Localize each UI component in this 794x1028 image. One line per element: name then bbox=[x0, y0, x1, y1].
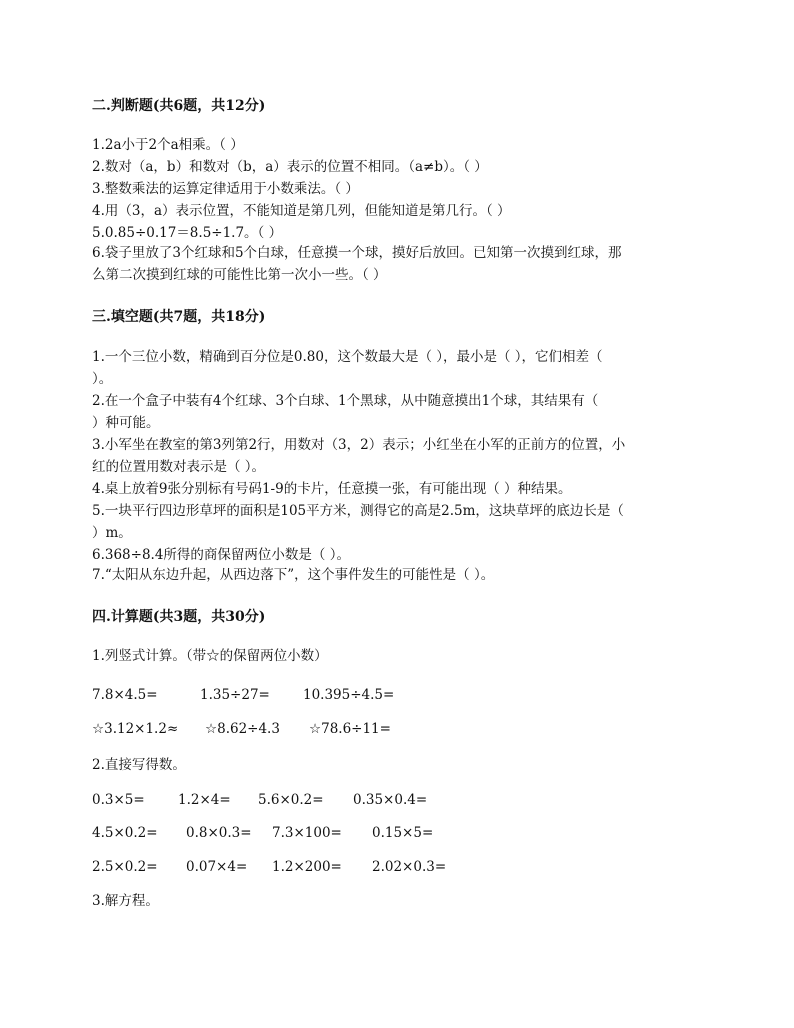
calc-expr-starred: ☆3.12×1.2≈ bbox=[92, 721, 179, 737]
fill-q7: 7.“太阳从东边升起，从西边落下”，这个事件发生的可能性是（ ）。 bbox=[92, 567, 495, 583]
judge-q6-line1: 6.袋子里放了3个红球和5个白球，任意摸一个球，摸好后放回。已知第一次摸到红球，那 bbox=[92, 245, 622, 261]
fill-q4: 4.桌上放着9张分别标有号码1-9的卡片，任意摸一张，有可能出现（ ）种结果。 bbox=[92, 481, 572, 497]
section-fill-title: 三.填空题(共7题，共18分) bbox=[92, 309, 266, 325]
calc-q2-instruction: 2.直接写得数。 bbox=[92, 757, 186, 773]
judge-q3: 3.整数乘法的运算定律适用于小数乘法。（ ） bbox=[92, 181, 359, 197]
judge-q6-line2: 么第二次摸到红球的可能性比第一次小一些。（ ） bbox=[92, 267, 387, 283]
judge-q1: 1.2a小于2个a相乘。（ ） bbox=[92, 137, 244, 153]
direct-expr: 0.8×0.3= bbox=[186, 825, 252, 841]
fill-q2-line1: 2.在一个盒子中装有4个红球、3个白球、1个黑球，从中随意摸出1个球，其结果有（ bbox=[92, 393, 599, 409]
fill-q6: 6.368÷8.4所得的商保留两位小数是（ ）。 bbox=[92, 547, 350, 563]
direct-expr: 0.07×4= bbox=[186, 859, 248, 875]
direct-expr: 2.5×0.2= bbox=[92, 859, 158, 875]
direct-expr: 0.3×5= bbox=[92, 792, 145, 808]
judge-q5: 5.0.85÷0.17＝8.5÷1.7。（ ） bbox=[92, 225, 283, 241]
calc-expr-starred: ☆8.62÷4.3 bbox=[205, 721, 280, 737]
direct-expr: 2.02×0.3= bbox=[372, 859, 447, 875]
direct-expr: 7.3×100= bbox=[272, 825, 342, 841]
calc-q1-instruction: 1.列竖式计算。（带☆的保留两位小数） bbox=[92, 648, 328, 664]
direct-expr: 4.5×0.2= bbox=[92, 825, 158, 841]
section-judge-title: 二.判断题(共6题，共12分) bbox=[92, 98, 266, 114]
fill-q5-line2: ）m。 bbox=[92, 525, 132, 541]
calc-expr-starred: ☆78.6÷11= bbox=[309, 721, 391, 737]
direct-expr: 0.35×0.4= bbox=[353, 792, 428, 808]
judge-q4: 4.用（3，a）表示位置，不能知道是第几列，但能知道是第几行。（ ） bbox=[92, 203, 511, 219]
judge-q2: 2.数对（a，b）和数对（b，a）表示的位置不相同。（a≠b）。（ ） bbox=[92, 159, 488, 175]
fill-q1-line1: 1.一个三位小数，精确到百分位是0.80，这个数最大是（ ），最小是（ ），它们相差（ bbox=[92, 349, 603, 365]
calc-expr: 10.395÷4.5= bbox=[303, 687, 395, 703]
fill-q5-line1: 5.一块平行四边形草坪的面积是105平方米，测得它的高是2.5m，这块草坪的底边长是（ bbox=[92, 503, 624, 519]
calc-expr: 7.8×4.5= bbox=[92, 687, 158, 703]
direct-expr: 1.2×200= bbox=[272, 859, 342, 875]
calc-q3-instruction: 3.解方程。 bbox=[92, 893, 159, 909]
fill-q3-line2: 红的位置用数对表示是（ ）。 bbox=[92, 459, 266, 475]
section-calc-title: 四.计算题(共3题，共30分) bbox=[92, 609, 266, 625]
direct-expr: 0.15×5= bbox=[372, 825, 434, 841]
fill-q2-line2: ）种可能。 bbox=[92, 415, 160, 431]
calc-expr: 1.35÷27= bbox=[200, 687, 270, 703]
fill-q1-line2: ）。 bbox=[92, 371, 113, 387]
direct-expr: 5.6×0.2= bbox=[258, 792, 324, 808]
fill-q3-line1: 3.小军坐在教室的第3列第2行，用数对（3，2）表示；小红坐在小军的正前方的位置，小 bbox=[92, 437, 626, 453]
direct-expr: 1.2×4= bbox=[178, 792, 231, 808]
